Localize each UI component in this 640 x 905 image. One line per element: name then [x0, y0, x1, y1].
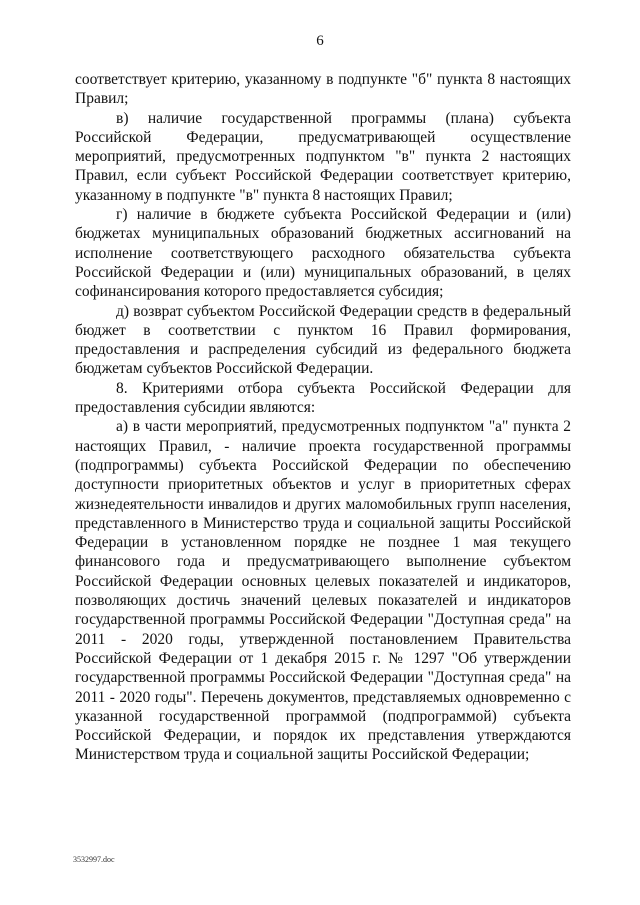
paragraph-continuation: соответствует критерию, указанному в подпункте "б" пункта 8 настоящих Правил; [75, 71, 571, 108]
document-file-code: 3532997.doc [73, 855, 115, 864]
page-number: 6 [316, 33, 324, 49]
paragraph-clause-8: 8. Критериями отбора субъекта Российской Федерации для предоставления субсидии являются: [75, 379, 571, 417]
paragraph-item-d: д) возврат субъектом Российской Федерации средств в федеральный бюджет в соответствии с пунктом 16 Правил формирования, предоставления и распределения субсидий из федерального бюджета бюджетам субъектов Российской Федерации. [75, 302, 571, 378]
paragraph-item-v: в) наличие государственной программы (плана) субъекта Российской Федерации, предусматривающей осуществление мероприятий, предусмотренных подпунктом "в" пункта 2 настоящих Правил, если субъект Российской Федерации соответствует критерию, указанному в подпункте "в" пункта 8 настоящих Правил; [75, 109, 571, 204]
paragraph-item-a: а) в части мероприятий, предусмотренных подпунктом "а" пункта 2 настоящих Правил, - наличие проекта государственной программы (подпрограммы) субъекта Российской Федерации по обеспечению доступности приоритетных объектов и услуг в приоритетных сферах жизнедеятельности инвалидов и других маломобильных групп населения, представленного в Министерство труда и социальной защиты Российской Федерации в установленном порядке не позднее 1 мая текущего финансового года и предусматривающего выполнение субъектом Российской Федерации основных целевых показателей и индикаторов, позволяющих достичь значений целевых показателей и индикаторов государственной программы Российской Федерации "Доступная среда" на 2011 - 2020 годы, утвержденной постановлением Правительства Российской Федерации от 1 декабря 2015 г. № 1297 "Об утверждении государственной программы Российской Федерации "Доступная среда" на 2011 - 2020 годы". Перечень документов, представляемых одновременно с указанной государственной программой (подпрограммой) субъекта Российской Федерации, и порядок их представления утверждаются Министерством труда и социальной защиты Российской Федерации; [75, 418, 571, 764]
body-text [75, 70, 571, 765]
paragraph-item-g: г) наличие в бюджете субъекта Российской Федерации и (или) бюджетах муниципальных образований бюджетных ассигнований на исполнение соответствующего расходного обязательства субъекта Российской Федерации и (или) муниципальных образований, в целях софинансирования которого предоставляется субсидия; [75, 206, 571, 301]
